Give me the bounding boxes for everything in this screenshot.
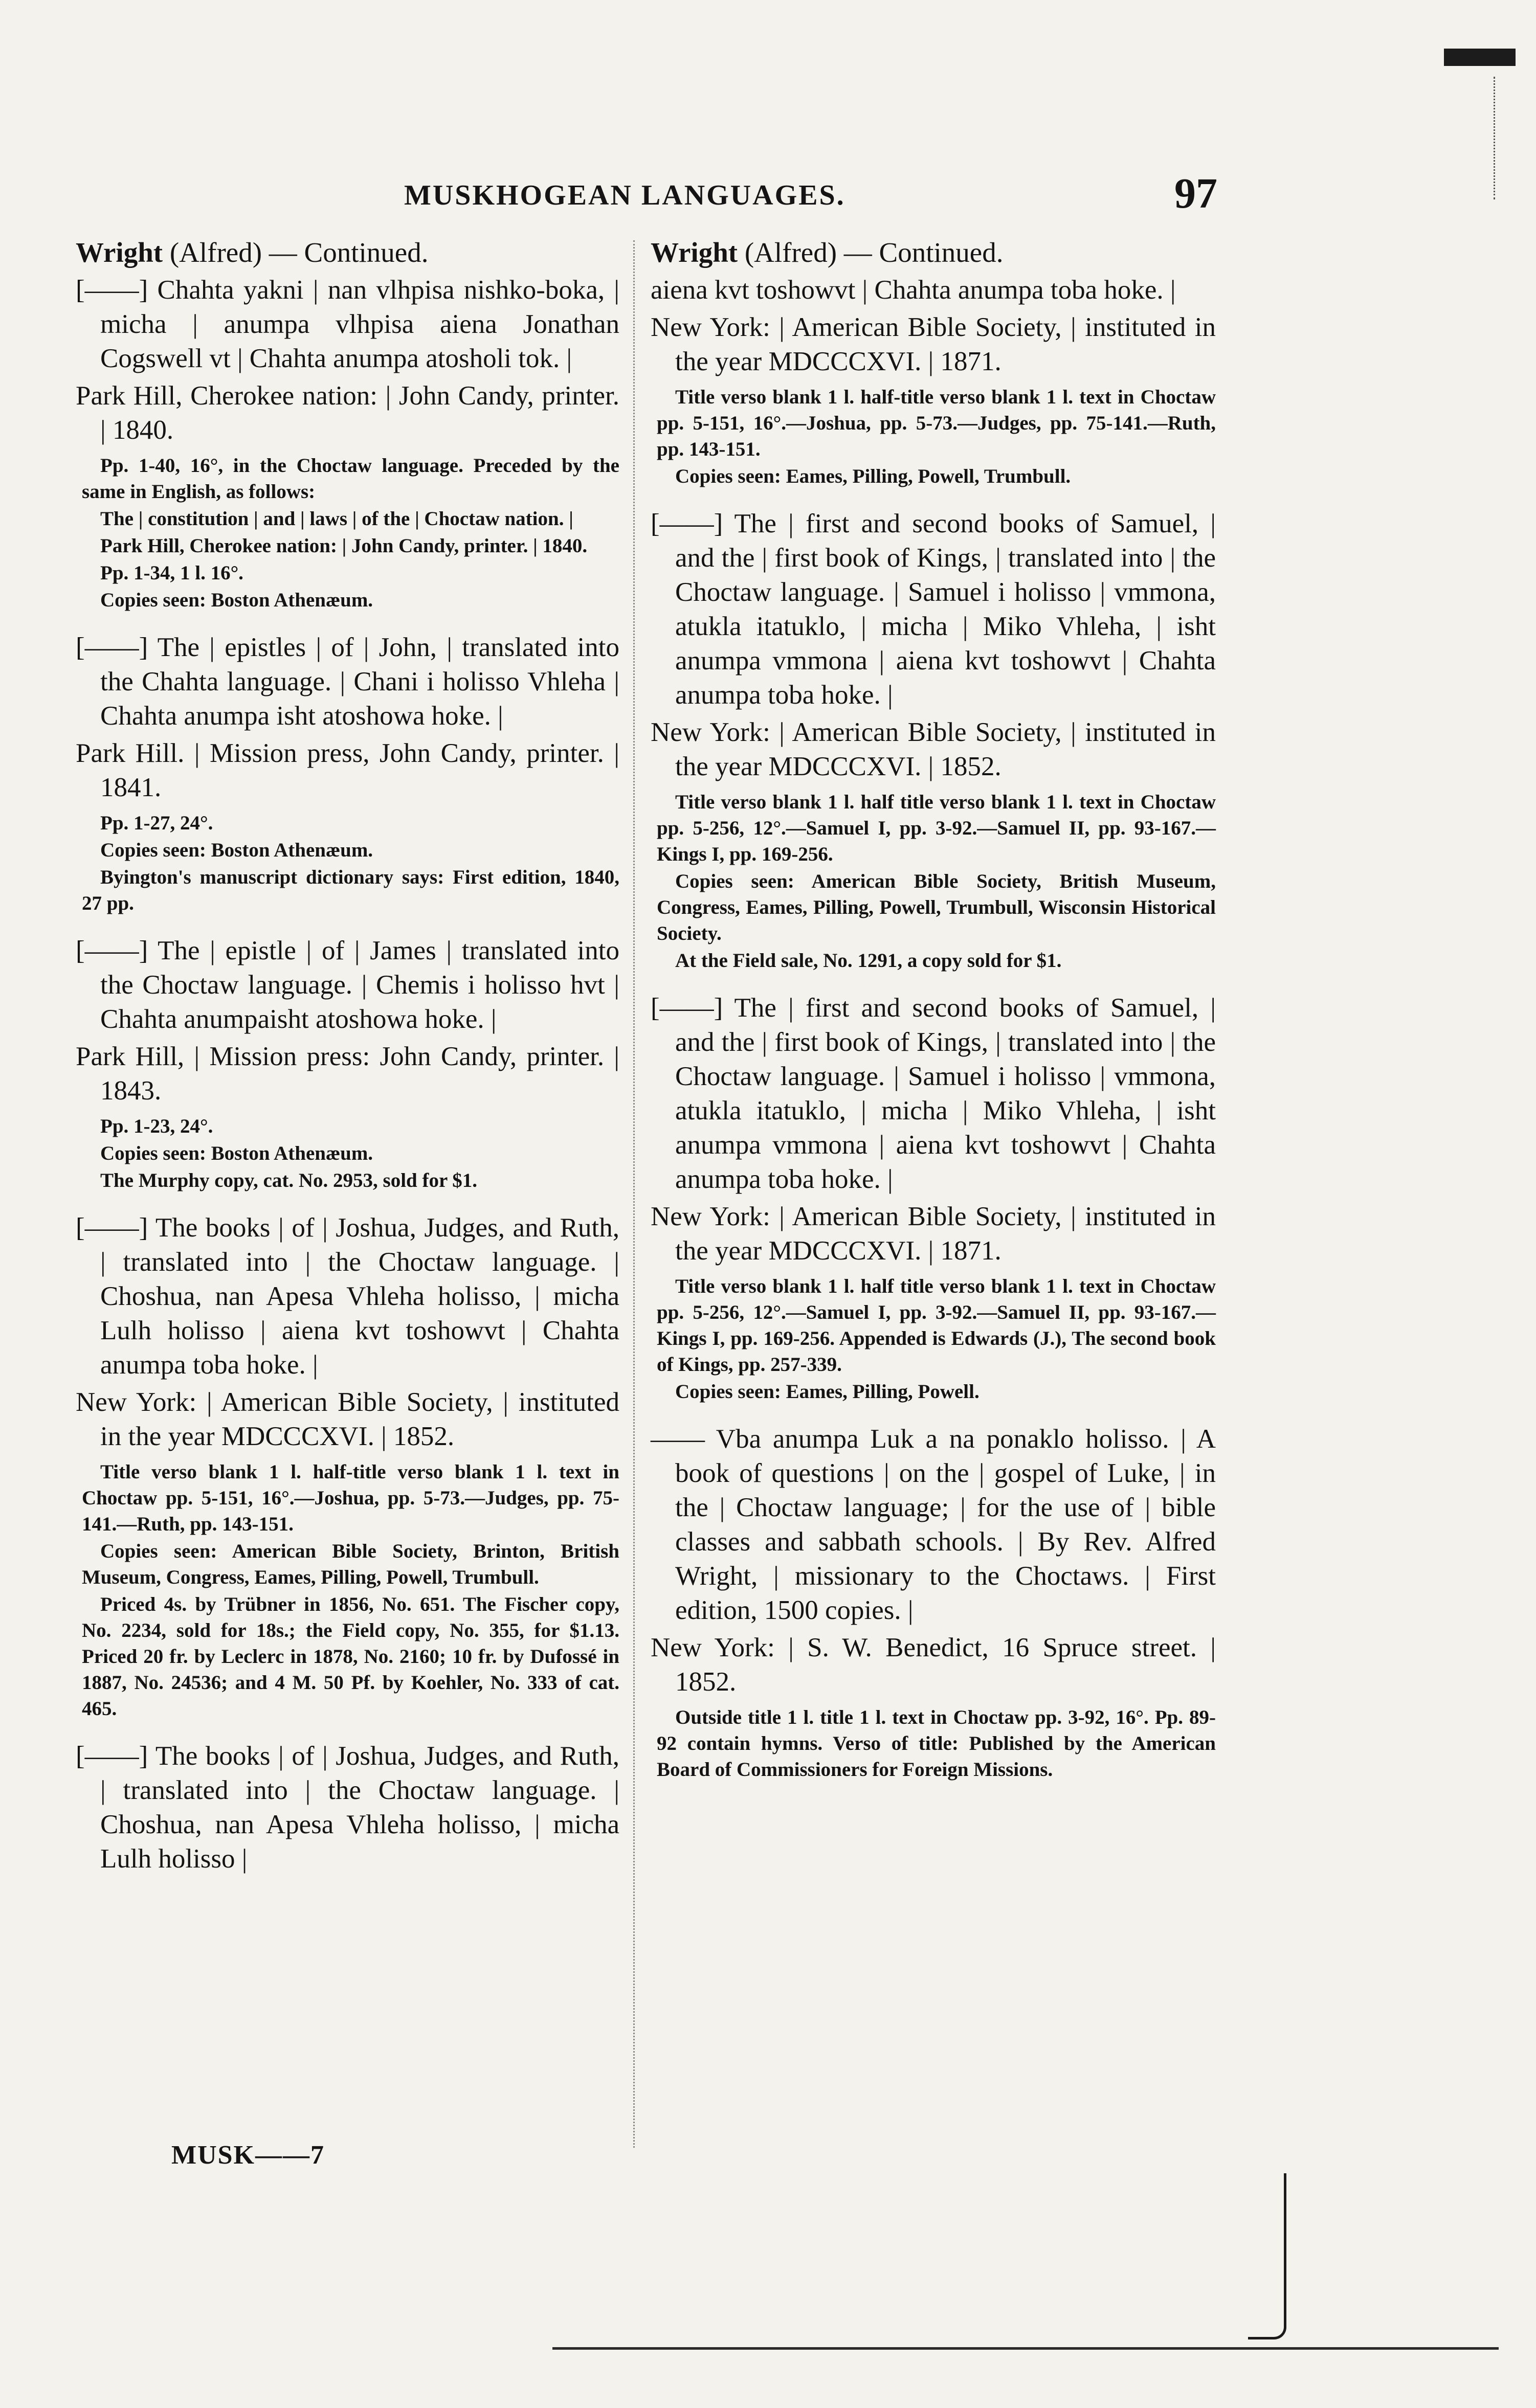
entry-title: [——] The | epistles | of | John, | translated into the Chahta language. | Chani i holisso Vhleha | Chahta anumpa isht atoshowa hoke. | [76,633,619,731]
entry-note: Title verso blank 1 l. half title verso blank 1 l. text in Choctaw pp. 5-256, 12°.—Samuel I, pp. 3-92.—Samuel II, pp. 93-167.—Kings I, pp. 169-256. Appended is Edwards (J.), The second book of Kings, pp. 257-339. [657,1275,1216,1376]
entry-title: —— Vba anumpa Luk a na ponaklo holisso. | A book of questions | on the | gospel of Luke, | in the | Choctaw language; | for the use of | bible classes and sabbath schools. | By Rev. Alfred Wright, | missionary to the Choctaws. | First edition, 1500 copies. | [651,1424,1216,1625]
bottom-rule [552,2347,1499,2350]
margin-dots [1494,77,1505,199]
bibliography-entry [651,273,1216,489]
entry-title: [——] The | epistle | of | James | translated into the Choctaw language. | Chemis i holisso hvt | Chahta anumpaisht atoshowa hoke. | [76,936,619,1034]
entry-imprint: New York: | American Bible Society, | instituted in the year MDCCCXVI. | 1871. [651,1202,1216,1266]
bibliography-entry [651,991,1216,1405]
page-header [389,169,1217,225]
continued-label: (Alfred) — Continued. [738,237,1004,268]
entry-heading [651,235,1216,270]
entry-imprint: New York: | S. W. Benedict, 16 Spruce street. | 1852. [651,1633,1216,1697]
entry-note: Pp. 1-27, 24°. [100,812,213,834]
author-name: Wright [651,237,738,268]
entry-note: The | constitution | and | laws | of the | Choctaw nation. | [100,508,573,530]
entry-note: Pp. 1-23, 24°. [100,1115,213,1137]
entry-imprint: New York: | American Bible Society, | instituted in the year MDCCCXVI. | 1852. [651,717,1216,781]
left-column [76,235,619,1894]
entry-note: Title verso blank 1 l. half title verso blank 1 l. text in Choctaw pp. 5-256, 12°.—Samuel I, pp. 3-92.—Samuel II, pp. 93-167.—Kings I, pp. 169-256. [657,791,1216,865]
entry-note: Pp. 1-40, 16°, in the Choctaw language. Preceded by the same in English, as follows: [82,455,619,503]
entry-note: Byington's manuscript dictionary says: First edition, 1840, 27 pp. [82,866,619,914]
entry-note: Copies seen: Eames, Pilling, Powell. [675,1381,980,1403]
entry-heading [76,235,619,270]
signature-mark: MUSK——7 [171,2141,325,2170]
bibliography-entry [651,1422,1216,1783]
entry-note: At the Field sale, No. 1291, a copy sold for $1. [675,950,1062,972]
bibliography-entry [76,631,619,916]
bibliography-entry [76,1739,619,1876]
author-name: Wright [76,237,163,268]
entry-note: Title verso blank 1 l. half-title verso blank 1 l. text in Choctaw pp. 5-151, 16°.—Joshua, pp. 5-73.—Judges, pp. 75-141.—Ruth, pp. 143-151. [82,1461,619,1535]
entry-note: Copies seen: Boston Athenæum. [100,589,373,611]
column-divider [633,240,635,2148]
entry-note: Copies seen: Boston Athenæum. [100,1142,373,1164]
margin-ink-mark [1444,49,1516,66]
entry-note: The Murphy copy, cat. No. 2953, sold for $1. [100,1169,478,1191]
bibliography-entry [651,507,1216,974]
running-head: MUSKHOGEAN LANGUAGES. [404,179,845,211]
bibliography-entry [76,1211,619,1722]
entry-note: Copies seen: Boston Athenæum. [100,839,373,861]
entry-imprint: Park Hill. | Mission press, John Candy, printer. | 1841. [76,738,619,802]
entry-note: Pp. 1-34, 1 l. 16°. [100,562,243,584]
entry-title: [——] The | first and second books of Samuel, | and the | first book of Kings, | translated into | the Choctaw language. | Samuel i holisso | vmmona, atukla itatuklo, | micha | Miko Vhleha, | isht anumpa vmmona | aiena kvt toshowvt | Chahta anumpa toba hoke. | [651,509,1216,710]
entry-note: Park Hill, Cherokee nation: | John Candy, printer. | 1840. [100,535,588,557]
entry-note: Copies seen: American Bible Society, British Museum, Congress, Eames, Pilling, Powell, Trumbull, Wisconsin Historical Society. [657,870,1216,944]
entry-note: Copies seen: American Bible Society, Brinton, British Museum, Congress, Eames, Pilling, Powell, Trumbull. [82,1540,619,1588]
entry-note: Outside title 1 l. title 1 l. text in Choctaw pp. 3-92, 16°. Pp. 89-92 contain hymns. Verso of title: Published by the American Board of Commissioners for Foreign Missions. [657,1706,1216,1781]
bibliography-entry [76,273,619,613]
entry-title: [——] The books | of | Joshua, Judges, and Ruth, | translated into | the Choctaw language. | Choshua, nan Apesa Vhleha holisso, | micha Lulh holisso | [76,1741,619,1874]
entry-imprint: New York: | American Bible Society, | instituted in the year MDCCCXVI. | 1871. [651,312,1216,376]
entry-title: [——] Chahta yakni | nan vlhpisa nishko-boka, | micha | anumpa vlhpisa aiena Jonathan Cogswell vt | Chahta anumpa atosholi tok. | [76,275,619,373]
entry-note: Priced 4s. by Trübner in 1856, No. 651. The Fischer copy, No. 2234, sold for 18s.; the Field copy, No. 355, for $1.13. Priced 20 fr. by Leclerc in 1878, No. 2160; 10 fr. by Dufossé in 1887, No. 24536; and 4 M. 50 Pf. by Koehler, No. 333 of cat. 465. [82,1593,619,1720]
entry-imprint: New York: | American Bible Society, | instituted in the year MDCCCXVI. | 1852. [76,1387,619,1451]
entry-title: [——] The | first and second books of Samuel, | and the | first book of Kings, | translated into | the Choctaw language. | Samuel i holisso | vmmona, atukla itatuklo, | micha | Miko Vhleha, | isht anumpa vmmona | aiena kvt toshowvt | Chahta anumpa toba hoke. | [651,993,1216,1194]
continued-label: (Alfred) — Continued. [163,237,429,268]
entry-title: [——] The books | of | Joshua, Judges, and Ruth, | translated into | the Choctaw language. | Choshua, nan Apesa Vhleha holisso, | micha Lulh holisso | aiena kvt toshowvt | Chahta anumpa toba hoke. | [76,1213,619,1380]
entry-title: aiena kvt toshowvt | Chahta anumpa toba hoke. | [651,275,1176,305]
entry-imprint: Park Hill, | Mission press: John Candy, printer. | 1843. [76,1042,619,1106]
right-column [651,235,1216,1800]
pencil-bracket-mark [1248,2173,1286,2339]
page-number: 97 [1174,170,1217,217]
entry-imprint: Park Hill, Cherokee nation: | John Candy, printer. | 1840. [76,381,619,445]
entry-note: Title verso blank 1 l. half-title verso blank 1 l. text in Choctaw pp. 5-151, 16°.—Joshua, pp. 5-73.—Judges, pp. 75-141.—Ruth, pp. 143-151. [657,386,1216,460]
bibliography-entry [76,934,619,1194]
entry-note: Copies seen: Eames, Pilling, Powell, Trumbull. [675,465,1071,487]
